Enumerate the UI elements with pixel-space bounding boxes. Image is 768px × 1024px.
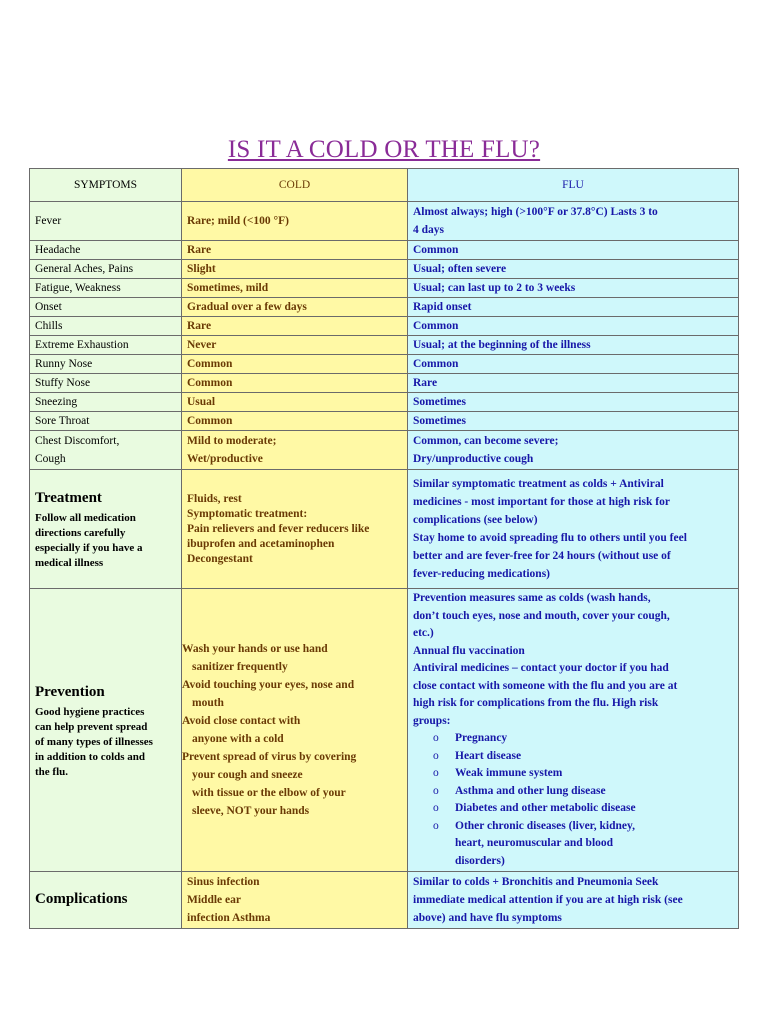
symptom-cell	[30, 431, 182, 470]
symptom-label: Onset	[35, 301, 62, 313]
cold-value: Common	[187, 358, 233, 370]
list-item-text: Asthma and other lung disease	[455, 784, 606, 797]
symptom-label: Chills	[35, 320, 63, 332]
treatment-note: especially if you have a	[35, 542, 143, 554]
cold-value: Common	[187, 415, 233, 427]
table-row	[30, 336, 739, 355]
table-row	[30, 260, 739, 279]
symptom-cell	[30, 317, 182, 336]
flu-value: Sometimes	[413, 415, 467, 427]
flu-cell	[408, 374, 739, 393]
symptom-cell	[30, 355, 182, 374]
treatment-note: medical illness	[35, 557, 104, 569]
cold-cell	[182, 298, 408, 317]
cold-complications-cell	[182, 872, 408, 929]
symptom-label: Cough	[35, 453, 66, 465]
flu-value: Sometimes	[413, 396, 467, 408]
prevention-note: in addition to colds and	[35, 750, 146, 763]
flu-value: Dry/unproductive cough	[413, 453, 534, 465]
cold-value: Never	[187, 339, 217, 351]
cold-prevention-line: anyone with a cold	[192, 733, 284, 745]
cold-cell	[182, 317, 408, 336]
cold-value: Mild to moderate;	[187, 435, 277, 447]
section-title-treatment: Treatment	[35, 490, 102, 506]
flu-complication-line: above) and have flu symptoms	[413, 912, 562, 924]
flu-prevention-line: don’t touch eyes, nose and mouth, cover your cough,	[413, 609, 670, 622]
table-row	[30, 374, 739, 393]
list-item	[433, 765, 733, 783]
cold-vs-flu-table	[29, 168, 739, 929]
list-item-text: disorders)	[455, 854, 505, 867]
header-cold: COLD	[182, 169, 408, 202]
flu-value: Rare	[413, 377, 438, 389]
flu-treatment-line: Stay home to avoid spreading flu to others until you feel	[413, 532, 687, 544]
cold-prevention-line: Avoid touching your eyes, nose and	[182, 679, 355, 691]
cold-value: Rare	[187, 244, 212, 256]
table-row	[30, 298, 739, 317]
symptom-cell	[30, 393, 182, 412]
cold-prevention-line: your cough and sneeze	[192, 769, 303, 781]
symptom-cell	[30, 298, 182, 317]
treatment-label-cell	[30, 470, 182, 589]
cold-treatment-cell	[182, 470, 408, 589]
table-row-chest	[30, 431, 739, 470]
symptom-cell	[30, 260, 182, 279]
list-item-text: Pregnancy	[455, 732, 508, 744]
cold-complication-line: Middle ear	[187, 894, 241, 906]
cold-cell	[182, 431, 408, 470]
header-flu: FLU	[408, 169, 739, 202]
cold-treatment-line: ibuprofen and acetaminophen	[187, 537, 335, 550]
flu-cell	[408, 393, 739, 412]
list-item	[433, 818, 733, 836]
flu-value: 4 days	[413, 224, 444, 236]
cold-cell	[182, 336, 408, 355]
cold-prevention-line: sanitizer frequently	[192, 661, 288, 673]
cold-cell	[182, 412, 408, 431]
treatment-note: directions carefully	[35, 527, 126, 539]
cold-cell	[182, 202, 408, 241]
flu-treatment-line: medicines - most important for those at high risk for	[413, 496, 670, 508]
cold-prevention-line: sleeve, NOT your hands	[192, 805, 310, 817]
cold-treatment-line: Pain relievers and fever reducers like	[187, 522, 370, 535]
page-title: IS IT A COLD OR THE FLU?	[227, 136, 541, 163]
flu-prevention-line: Annual flu vaccination	[413, 644, 525, 657]
flu-value: Usual; often severe	[413, 263, 507, 275]
symptom-label: Sneezing	[35, 396, 78, 408]
cold-value: Gradual over a few days	[187, 301, 307, 313]
table-row-prevention	[30, 589, 739, 872]
table-header-row	[30, 169, 739, 202]
cold-complication-line: infection Asthma	[187, 912, 271, 924]
symptom-cell	[30, 336, 182, 355]
symptom-cell	[30, 279, 182, 298]
cold-value: Usual	[187, 396, 216, 408]
cold-cell	[182, 355, 408, 374]
flu-prevention-line: high risk for complications from the flu. High risk	[413, 697, 659, 709]
symptom-label: Chest Discomfort,	[35, 435, 120, 447]
prevention-label-cell	[30, 589, 182, 872]
prevention-note: Good hygiene practices	[35, 705, 145, 718]
flu-treatment-line: complications (see below)	[413, 514, 538, 526]
list-item-text: Heart disease	[455, 749, 522, 762]
symptom-cell	[30, 412, 182, 431]
flu-prevention-line: Antiviral medicines – contact your doctor if you had	[413, 662, 669, 674]
flu-prevention-line: etc.)	[413, 627, 434, 639]
list-item-text: Other chronic diseases (liver, kidney,	[455, 819, 635, 832]
flu-treatment-line: better and are fever-free for 24 hours (without use of	[413, 550, 671, 562]
flu-value: Common	[413, 244, 459, 256]
section-title-prevention: Prevention	[35, 683, 105, 700]
flu-value: Common	[413, 358, 459, 370]
list-item-text: Weak immune system	[455, 767, 563, 779]
flu-cell	[408, 412, 739, 431]
flu-complication-line: Similar to colds + Bronchitis and Pneumonia Seek	[413, 876, 659, 888]
cold-cell	[182, 374, 408, 393]
flu-prevention-line: Prevention measures same as colds (wash hands,	[413, 592, 651, 604]
cold-prevention-line: mouth	[192, 697, 224, 709]
table-row	[30, 393, 739, 412]
list-item	[433, 800, 733, 818]
flu-complications-cell	[408, 872, 739, 929]
flu-value: Usual; can last up to 2 to 3 weeks	[413, 282, 576, 294]
symptom-cell	[30, 374, 182, 393]
cold-prevention-line: Wash your hands or use hand	[182, 643, 328, 655]
prevention-note: the flu.	[35, 765, 68, 778]
symptom-label: Fever	[35, 215, 62, 227]
cold-cell	[182, 279, 408, 298]
symptom-cell	[30, 202, 182, 241]
high-risk-groups-list	[413, 730, 733, 835]
cold-treatment-line: Decongestant	[187, 552, 253, 565]
flu-value: Common, can become severe;	[413, 435, 559, 447]
symptom-label: Headache	[35, 244, 81, 256]
cold-value: Sometimes, mild	[187, 282, 269, 294]
symptom-label: Sore Throat	[35, 415, 90, 427]
cold-complication-line: Sinus infection	[187, 876, 260, 888]
table-row	[30, 412, 739, 431]
table-row	[30, 202, 739, 241]
prevention-note: of many types of illnesses	[35, 735, 153, 748]
flu-prevention-line: close contact with someone with the flu and you are at	[413, 679, 678, 692]
table-row	[30, 279, 739, 298]
symptom-label: Extreme Exhaustion	[35, 339, 129, 351]
list-item	[433, 748, 733, 766]
flu-cell	[408, 241, 739, 260]
header-symptoms: SYMPTOMS	[30, 169, 182, 202]
flu-cell	[408, 298, 739, 317]
cold-prevention-cell	[182, 589, 408, 872]
flu-cell	[408, 431, 739, 470]
table-row	[30, 355, 739, 374]
symptom-label: Runny Nose	[35, 358, 93, 370]
flu-value: Rapid onset	[413, 301, 472, 313]
list-item	[433, 783, 733, 801]
flu-cell	[408, 336, 739, 355]
symptom-label: Stuffy Nose	[35, 377, 91, 389]
list-item-text: heart, neuromuscular and blood	[455, 837, 614, 849]
flu-value: Almost always; high (>100°F or 37.8°C) Lasts 3 to	[413, 206, 658, 218]
list-item-continuation	[413, 835, 733, 870]
cold-treatment-line: Symptomatic treatment:	[187, 507, 308, 520]
cold-value: Slight	[187, 263, 216, 275]
flu-prevention-cell	[408, 589, 739, 872]
symptom-cell	[30, 241, 182, 260]
cold-prevention-line: Prevent spread of virus by covering	[182, 751, 357, 763]
cold-value: Wet/productive	[187, 453, 263, 465]
treatment-note: Follow all medication	[35, 512, 136, 524]
cold-value: Rare; mild (<100 °F)	[187, 215, 289, 227]
flu-cell	[408, 260, 739, 279]
table-row	[30, 317, 739, 336]
cold-value: Rare	[187, 320, 212, 332]
cold-value: Common	[187, 377, 233, 389]
flu-prevention-line: groups:	[413, 714, 451, 727]
symptom-label: General Aches, Pains	[35, 263, 134, 275]
cold-treatment-line: Fluids, rest	[187, 492, 242, 505]
section-title-complications: Complications	[35, 891, 128, 907]
complications-label-cell	[30, 872, 182, 929]
cold-prevention-line: with tissue or the elbow of your	[192, 787, 346, 799]
table-row-complications	[30, 872, 739, 929]
flu-cell	[408, 317, 739, 336]
cold-cell	[182, 241, 408, 260]
table-row	[30, 241, 739, 260]
flu-value: Usual; at the beginning of the illness	[413, 339, 591, 351]
list-item-text: Diabetes and other metabolic disease	[455, 802, 636, 814]
flu-treatment-line: Similar symptomatic treatment as colds + Antiviral	[413, 478, 664, 490]
flu-cell	[408, 279, 739, 298]
cold-cell	[182, 393, 408, 412]
prevention-note: can help prevent spread	[35, 720, 148, 733]
cold-prevention-line: Avoid close contact with	[182, 715, 301, 727]
symptom-label: Fatigue, Weakness	[35, 282, 121, 294]
list-item	[433, 730, 733, 748]
flu-cell	[408, 355, 739, 374]
cold-cell	[182, 260, 408, 279]
flu-cell	[408, 202, 739, 241]
flu-complication-line: immediate medical attention if you are at high risk (see	[413, 894, 683, 906]
flu-treatment-cell	[408, 470, 739, 589]
table-row-treatment	[30, 470, 739, 589]
flu-treatment-line: fever-reducing medications)	[413, 568, 551, 580]
flu-value: Common	[413, 320, 459, 332]
